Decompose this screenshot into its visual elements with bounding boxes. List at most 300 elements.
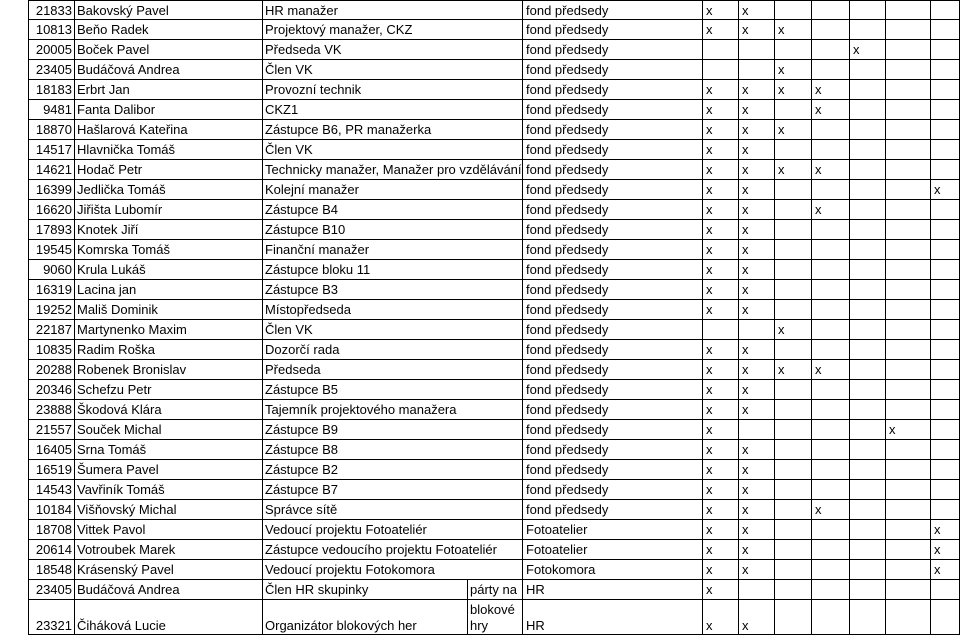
mark-cell (812, 520, 850, 540)
employee-id-cell: 14621 (28, 160, 75, 180)
mark-cell (850, 500, 886, 520)
employee-name-cell: Škodová Klára (75, 400, 263, 420)
employee-name-cell: Souček Michal (75, 420, 263, 440)
mark-cell: x (739, 300, 775, 320)
mark-cell (931, 400, 960, 420)
employee-id-cell: 16399 (28, 180, 75, 200)
employee-id-cell: 18870 (28, 120, 75, 140)
mark-cell: x (931, 520, 960, 540)
mark-cell: x (812, 160, 850, 180)
mark-cell: x (739, 0, 775, 20)
mark-cell (850, 360, 886, 380)
mark-cell (886, 440, 931, 460)
mark-cell: x (703, 300, 739, 320)
mark-cell: x (703, 280, 739, 300)
employee-id-cell: 22187 (28, 320, 75, 340)
mark-cell (931, 40, 960, 60)
mark-cell (931, 220, 960, 240)
mark-cell (886, 220, 931, 240)
table-row (0, 140, 960, 160)
mark-cell (703, 60, 739, 80)
table-row (0, 60, 960, 80)
fund-cell: fond předsedy (523, 140, 703, 160)
employee-name-cell: Martynenko Maxim (75, 320, 263, 340)
mark-cell: x (703, 260, 739, 280)
employee-name-cell: Votroubek Marek (75, 540, 263, 560)
mark-cell (886, 460, 931, 480)
mark-cell (812, 400, 850, 420)
employee-name-cell: Bakovský Pavel (75, 0, 263, 20)
mark-cell: x (703, 200, 739, 220)
mark-cell: x (703, 580, 739, 600)
mark-cell (812, 480, 850, 500)
mark-cell: x (703, 520, 739, 540)
mark-cell (886, 300, 931, 320)
mark-cell: x (775, 60, 812, 80)
fund-cell: fond předsedy (523, 260, 703, 280)
table-row (0, 320, 960, 340)
mark-cell (886, 60, 931, 80)
fund-cell: fond předsedy (523, 480, 703, 500)
role-cell: HR manažer (263, 0, 523, 20)
mark-cell: x (739, 120, 775, 140)
employee-id-cell: 9060 (28, 260, 75, 280)
role-cell: Zástupce B5 (263, 380, 523, 400)
employee-name-cell: Hlavnička Tomáš (75, 140, 263, 160)
table-row (0, 280, 960, 300)
fund-cell: fond předsedy (523, 500, 703, 520)
mark-cell: x (775, 320, 812, 340)
mark-cell (812, 20, 850, 40)
mark-cell (850, 440, 886, 460)
fund-cell: fond předsedy (523, 240, 703, 260)
employee-id-cell: 19545 (28, 240, 75, 260)
mark-cell: x (703, 560, 739, 580)
mark-cell: x (703, 80, 739, 100)
employee-id-cell: 21833 (28, 0, 75, 20)
role-cell: Člen VK (263, 320, 523, 340)
mark-cell (850, 460, 886, 480)
mark-cell: x (703, 0, 739, 20)
fund-cell: fond předsedy (523, 340, 703, 360)
mark-cell: x (812, 360, 850, 380)
mark-cell (775, 200, 812, 220)
employee-id-cell: 18548 (28, 560, 75, 580)
mark-cell (812, 220, 850, 240)
mark-cell (886, 320, 931, 340)
mark-cell: x (703, 480, 739, 500)
extra-note-cell: blokové hry (468, 600, 523, 635)
mark-cell (850, 60, 886, 80)
mark-cell (775, 500, 812, 520)
mark-cell (775, 560, 812, 580)
mark-cell: x (775, 160, 812, 180)
employee-id-cell: 17893 (28, 220, 75, 240)
fund-cell: fond předsedy (523, 220, 703, 240)
mark-cell (775, 300, 812, 320)
table-row (0, 80, 960, 100)
mark-cell (812, 420, 850, 440)
mark-cell (931, 120, 960, 140)
mark-cell (886, 0, 931, 20)
role-cell: Zástupce bloku 11 (263, 260, 523, 280)
mark-cell (775, 100, 812, 120)
mark-cell: x (739, 440, 775, 460)
mark-cell (812, 560, 850, 580)
employee-name-cell: Srna Tomáš (75, 440, 263, 460)
mark-cell (886, 120, 931, 140)
fund-cell: fond předsedy (523, 420, 703, 440)
mark-cell (812, 280, 850, 300)
mark-cell (850, 240, 886, 260)
role-cell: Provozní technik (263, 80, 523, 100)
table-row (0, 460, 960, 480)
role-cell: Zástupce B7 (263, 480, 523, 500)
mark-cell (886, 200, 931, 220)
mark-cell (850, 220, 886, 240)
mark-cell (850, 580, 886, 600)
table-row (0, 100, 960, 120)
employee-name-cell: Boček Pavel (75, 40, 263, 60)
mark-cell (850, 200, 886, 220)
mark-cell (886, 540, 931, 560)
mark-cell (775, 40, 812, 60)
mark-cell (739, 320, 775, 340)
employee-id-cell: 19252 (28, 300, 75, 320)
mark-cell (812, 440, 850, 460)
fund-cell: fond předsedy (523, 200, 703, 220)
table-row (0, 40, 960, 60)
mark-cell (850, 160, 886, 180)
employee-name-cell: Hašlarová Kateřina (75, 120, 263, 140)
mark-cell: x (739, 600, 775, 635)
table-row (0, 600, 960, 635)
role-cell: Zástupce B10 (263, 220, 523, 240)
mark-cell: x (739, 80, 775, 100)
employee-name-cell: Jedlička Tomáš (75, 180, 263, 200)
mark-cell: x (775, 360, 812, 380)
mark-cell (775, 260, 812, 280)
mark-cell: x (703, 240, 739, 260)
mark-cell: x (703, 120, 739, 140)
mark-cell: x (739, 500, 775, 520)
mark-cell (850, 20, 886, 40)
mark-cell: x (739, 340, 775, 360)
mark-cell (812, 320, 850, 340)
mark-cell: x (739, 460, 775, 480)
mark-cell (850, 0, 886, 20)
mark-cell (886, 260, 931, 280)
mark-cell (812, 120, 850, 140)
mark-cell (812, 140, 850, 160)
mark-cell (703, 320, 739, 340)
mark-cell (775, 580, 812, 600)
role-cell: Finanční manažer (263, 240, 523, 260)
table-row (0, 440, 960, 460)
role-cell: Tajemník projektového manažera (263, 400, 523, 420)
mark-cell (850, 120, 886, 140)
employee-name-cell: Lacina jan (75, 280, 263, 300)
table-row (0, 520, 960, 540)
role-cell: Projektový manažer, CKZ (263, 20, 523, 40)
fund-cell: fond předsedy (523, 400, 703, 420)
mark-cell (886, 180, 931, 200)
mark-cell (812, 340, 850, 360)
mark-cell (850, 520, 886, 540)
mark-cell (850, 600, 886, 635)
mark-cell (886, 500, 931, 520)
mark-cell (739, 60, 775, 80)
role-cell: Dozorčí rada (263, 340, 523, 360)
mark-cell: x (739, 240, 775, 260)
mark-cell (812, 0, 850, 20)
mark-cell: x (703, 500, 739, 520)
mark-cell: x (931, 540, 960, 560)
fund-cell: Fotoatelier (523, 540, 703, 560)
employee-id-cell: 23888 (28, 400, 75, 420)
role-cell: Správce sítě (263, 500, 523, 520)
mark-cell: x (703, 220, 739, 240)
fund-cell: Fotoatelier (523, 520, 703, 540)
mark-cell (775, 340, 812, 360)
mark-cell (812, 180, 850, 200)
role-cell: Zástupce B9 (263, 420, 523, 440)
mark-cell (931, 80, 960, 100)
mark-cell (812, 60, 850, 80)
mark-cell (850, 560, 886, 580)
mark-cell (931, 580, 960, 600)
employee-name-cell: Budáčová Andrea (75, 580, 263, 600)
employee-name-cell: Krásenský Pavel (75, 560, 263, 580)
mark-cell: x (775, 80, 812, 100)
table-row (0, 220, 960, 240)
table-row (0, 200, 960, 220)
fund-cell: fond předsedy (523, 380, 703, 400)
mark-cell (931, 60, 960, 80)
mark-cell (850, 280, 886, 300)
mark-cell: x (739, 200, 775, 220)
table-row (0, 20, 960, 40)
mark-cell: x (812, 500, 850, 520)
mark-cell (886, 340, 931, 360)
mark-cell (931, 420, 960, 440)
fund-cell: fond předsedy (523, 60, 703, 80)
table-row (0, 360, 960, 380)
table-row (0, 580, 960, 600)
role-cell: Kolejní manažer (263, 180, 523, 200)
mark-cell: x (775, 120, 812, 140)
role-cell: Předseda VK (263, 40, 523, 60)
mark-cell (931, 280, 960, 300)
employee-name-cell: Mališ Dominik (75, 300, 263, 320)
mark-cell (775, 220, 812, 240)
employee-name-cell: Jiřišta Lubomír (75, 200, 263, 220)
mark-cell: x (703, 360, 739, 380)
fund-cell: fond předsedy (523, 160, 703, 180)
role-cell: Člen HR skupinky (263, 580, 468, 600)
mark-cell (850, 480, 886, 500)
role-cell: Organizátor blokových her (263, 600, 468, 635)
fund-cell: HR (523, 600, 703, 635)
mark-cell (812, 260, 850, 280)
employee-name-cell: Čiháková Lucie (75, 600, 263, 635)
mark-cell (931, 20, 960, 40)
employee-name-cell: Knotek Jiří (75, 220, 263, 240)
mark-cell: x (739, 520, 775, 540)
mark-cell (931, 440, 960, 460)
mark-cell (931, 360, 960, 380)
fund-cell: fond předsedy (523, 320, 703, 340)
employee-id-cell: 16405 (28, 440, 75, 460)
mark-cell: x (703, 140, 739, 160)
mark-cell (775, 400, 812, 420)
employee-name-cell: Budáčová Andrea (75, 60, 263, 80)
mark-cell: x (739, 220, 775, 240)
mark-cell: x (739, 380, 775, 400)
mark-cell (886, 480, 931, 500)
fund-cell: fond předsedy (523, 120, 703, 140)
mark-cell: x (703, 600, 739, 635)
role-cell: Technicky manažer, Manažer pro vzdělávání (263, 160, 523, 180)
mark-cell (775, 420, 812, 440)
mark-cell: x (739, 400, 775, 420)
mark-cell (739, 420, 775, 440)
mark-cell (931, 200, 960, 220)
role-cell: Zástupce B8 (263, 440, 523, 460)
mark-cell: x (850, 40, 886, 60)
mark-cell (886, 100, 931, 120)
fund-cell: HR (523, 580, 703, 600)
mark-cell: x (703, 380, 739, 400)
employee-name-cell: Komrska Tomáš (75, 240, 263, 260)
mark-cell (886, 360, 931, 380)
mark-cell: x (812, 80, 850, 100)
mark-cell: x (931, 180, 960, 200)
employee-name-cell: Fanta Dalibor (75, 100, 263, 120)
table-row (0, 300, 960, 320)
fund-cell: fond předsedy (523, 20, 703, 40)
table-row (0, 120, 960, 140)
employee-name-cell: Višňovský Michal (75, 500, 263, 520)
mark-cell (739, 580, 775, 600)
employee-id-cell: 9481 (28, 100, 75, 120)
role-cell: Vedoucí projektu Fotokomora (263, 560, 523, 580)
fund-cell: fond předsedy (523, 440, 703, 460)
fund-cell: Fotokomora (523, 560, 703, 580)
employee-id-cell: 16620 (28, 200, 75, 220)
role-cell: Předseda (263, 360, 523, 380)
role-cell: CKZ1 (263, 100, 523, 120)
role-cell: Člen VK (263, 140, 523, 160)
employee-name-cell: Erbrt Jan (75, 80, 263, 100)
extra-note-cell: párty na (468, 580, 523, 600)
mark-cell (775, 380, 812, 400)
employee-id-cell: 10835 (28, 340, 75, 360)
mark-cell: x (812, 100, 850, 120)
mark-cell (850, 300, 886, 320)
mark-cell (931, 500, 960, 520)
mark-cell (775, 540, 812, 560)
mark-cell (850, 260, 886, 280)
employee-id-cell: 10813 (28, 20, 75, 40)
mark-cell: x (703, 540, 739, 560)
mark-cell (886, 40, 931, 60)
mark-cell (775, 0, 812, 20)
fund-cell: fond předsedy (523, 40, 703, 60)
mark-cell (850, 420, 886, 440)
mark-cell: x (739, 480, 775, 500)
mark-cell (850, 100, 886, 120)
employee-id-cell: 20005 (28, 40, 75, 60)
mark-cell (775, 140, 812, 160)
mark-cell (886, 160, 931, 180)
mark-cell: x (739, 360, 775, 380)
employee-id-cell: 20346 (28, 380, 75, 400)
table-row (0, 400, 960, 420)
employee-id-cell: 14517 (28, 140, 75, 160)
employee-name-cell: Radim Roška (75, 340, 263, 360)
mark-cell (812, 580, 850, 600)
mark-cell (775, 180, 812, 200)
mark-cell: x (931, 560, 960, 580)
mark-cell: x (812, 200, 850, 220)
mark-cell (812, 300, 850, 320)
mark-cell: x (739, 160, 775, 180)
mark-cell (775, 440, 812, 460)
mark-cell (931, 320, 960, 340)
mark-cell: x (703, 180, 739, 200)
fund-cell: fond předsedy (523, 460, 703, 480)
mark-cell (812, 540, 850, 560)
mark-cell (850, 340, 886, 360)
mark-cell (850, 400, 886, 420)
mark-cell (775, 480, 812, 500)
mark-cell (931, 160, 960, 180)
mark-cell (886, 380, 931, 400)
role-cell: Zástupce B4 (263, 200, 523, 220)
mark-cell: x (739, 260, 775, 280)
mark-cell: x (703, 440, 739, 460)
fund-cell: fond předsedy (523, 360, 703, 380)
fund-cell: fond předsedy (523, 0, 703, 20)
mark-cell (931, 260, 960, 280)
employee-id-cell: 14543 (28, 480, 75, 500)
fund-cell: fond předsedy (523, 80, 703, 100)
mark-cell (931, 300, 960, 320)
mark-cell (886, 80, 931, 100)
role-cell: Místopředseda (263, 300, 523, 320)
employee-id-cell: 18183 (28, 80, 75, 100)
mark-cell (703, 40, 739, 60)
mark-cell (886, 560, 931, 580)
table-row (0, 0, 960, 20)
table-row (0, 180, 960, 200)
mark-cell (812, 380, 850, 400)
mark-cell (886, 520, 931, 540)
mark-cell (886, 580, 931, 600)
table-row (0, 260, 960, 280)
mark-cell (886, 400, 931, 420)
mark-cell (812, 460, 850, 480)
role-cell: Zástupce B6, PR manažerka (263, 120, 523, 140)
mark-cell: x (739, 560, 775, 580)
mark-cell (886, 240, 931, 260)
mark-cell (775, 240, 812, 260)
fund-cell: fond předsedy (523, 180, 703, 200)
fund-cell: fond předsedy (523, 300, 703, 320)
employee-id-cell: 20288 (28, 360, 75, 380)
table-row (0, 420, 960, 440)
